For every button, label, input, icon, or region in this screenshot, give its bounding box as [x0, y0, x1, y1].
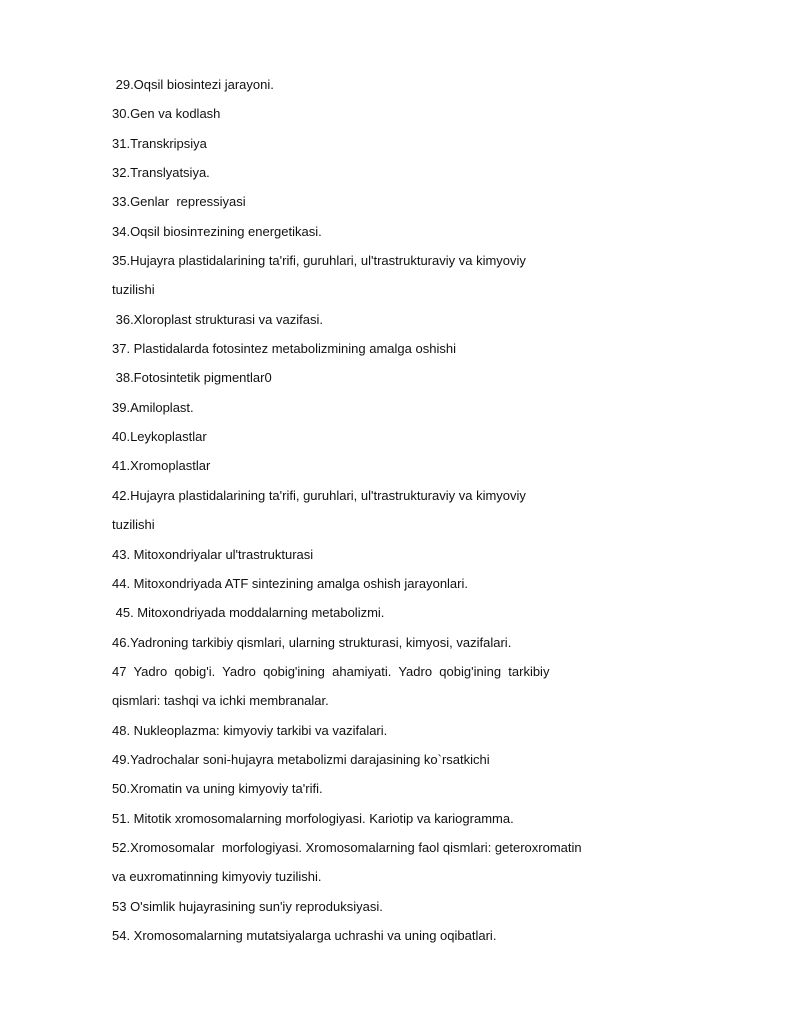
list-item: 33.Genlar repressiyasi [112, 194, 246, 210]
list-item: 34.Oqsil biosinтezining energetikasi. [112, 223, 322, 239]
list-item-continuation: qismlari: tashqi va ichki membranalar. [112, 693, 329, 709]
list-item: 47 Yadro qobig'i. Yadro qobig'ining ahamiyati. Yadro qobig'ining tarkibiy [112, 663, 550, 679]
list-item: 51. Mitotik xromosomalarning morfologiyasi. Kariotip va kariogramma. [112, 810, 514, 826]
list-item: 32.Translyatsiya. [112, 165, 210, 181]
list-item: 42.Hujayra plastidalarining ta'rifi, guruhlari, ul'trastrukturaviy va kimyoviy [112, 487, 526, 503]
list-item: 48. Nukleoplazma: kimyoviy tarkibi va vazifalari. [112, 722, 388, 738]
list-item: 50.Xromatin va uning kimyoviy ta'rifi. [112, 781, 323, 797]
list-item: 35.Hujayra plastidalarining ta'rifi, guruhlari, ul'trastrukturaviy va kimyoviy [112, 253, 526, 269]
question-list [112, 70, 712, 950]
list-item: 36.Xloroplast strukturasi va vazifasi. [112, 311, 323, 327]
list-item: 43. Mitoxondriyalar ul'trastrukturasi [112, 546, 314, 562]
list-item: 38.Fotosintetik pigmentlar0 [112, 370, 272, 386]
list-item: 40.Leykoplastlar [112, 429, 207, 445]
list-item: 41.Xromoplastlar [112, 458, 211, 474]
list-item: 46.Yadroning tarkibiy qismlari, ularning strukturasi, kimyosi, vazifalari. [112, 634, 512, 650]
list-item: 54. Xromosomalarning mutatsiyalarga uchrashi va uning oqibatlari. [112, 927, 497, 943]
list-item: 31.Transkripsiya [112, 135, 207, 151]
list-item-continuation: va euxromatinning kimyoviy tuzilishi. [112, 869, 322, 885]
list-item: 30.Gen va kodlash [112, 106, 221, 122]
list-item: 49.Yadrochalar soni-hujayra metabolizmi darajasining ko`rsatkichi [112, 751, 490, 767]
list-item: 39.Amiloplast. [112, 399, 194, 415]
list-item: 44. Mitoxondriyada ATF sintezining amalga oshish jarayonlari. [112, 575, 468, 591]
list-item-continuation: tuzilishi [112, 282, 155, 298]
list-item: 52.Xromosomalar morfologiyasi. Xromosomalarning faol qismlari: geteroxromatin [112, 839, 582, 855]
list-item: 29.Oqsil biosintezi jarayoni. [112, 77, 274, 92]
list-item: 53 O'simlik hujayrasining sun'iy reproduksiyasi. [112, 898, 383, 914]
list-item: 37. Plastidalarda fotosintez metabolizmining amalga oshishi [112, 341, 456, 357]
list-item-continuation: tuzilishi [112, 517, 155, 533]
list-item: 45. Mitoxondriyada moddalarning metabolizmi. [112, 605, 385, 621]
